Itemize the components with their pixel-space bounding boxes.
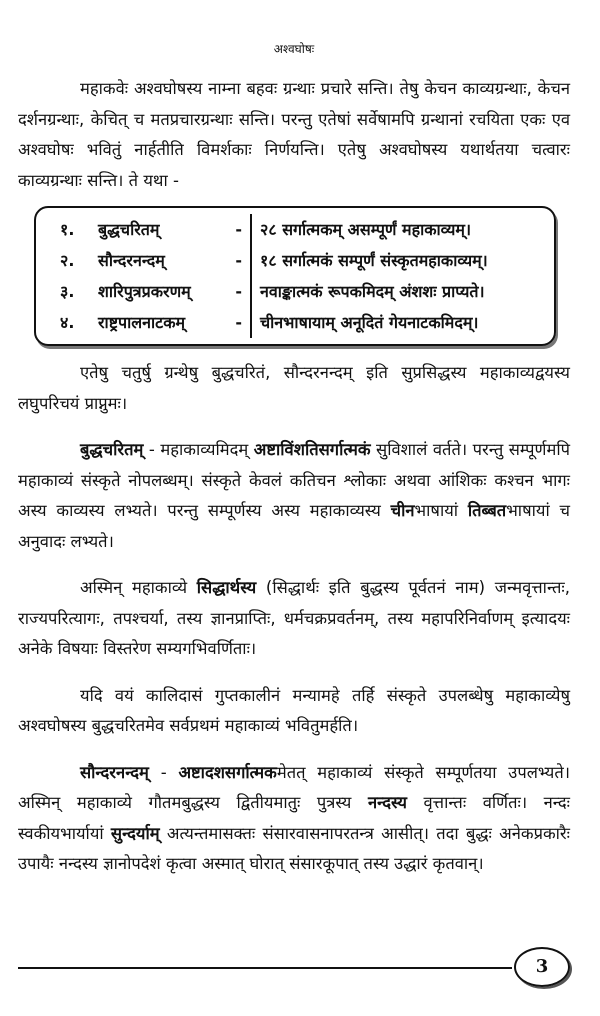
paragraph-text: भाषायां (414, 501, 468, 520)
work-number: ४. (60, 313, 75, 332)
work-row-4 (60, 307, 250, 338)
dash-separator: - (235, 251, 242, 270)
summary-paragraph: एतेषु चतुर्षु ग्रन्थेषु बुद्धचरितं, सौन्दरनन्दम् इति सुप्रसिद्धस्य महाकाव्यद्वयस्य लघुपरिचयं प्राप्नुमः। (18, 363, 570, 413)
buddhacharitam-paragraph (18, 435, 570, 557)
kalidasa-paragraph: यदि वयं कालिदासं गुप्तकालीनं मन्यामहे तर्हि संस्कृते उपलब्धेषु महाकाव्येषु अश्वघोषस्य बुद्धचरितमेव सर्वप्रथमं महाकाव्यं भवितुमर्हति। (18, 685, 570, 735)
works-title-column (36, 214, 252, 338)
saundarananda-heading: सौन्दरनन्दम् (80, 762, 149, 782)
paragraph-text: अत्यन्तमासक्तः संसारवासनापरतन्त्र आसीत्। तदा बुद्धः अनेकप्रकारैः उपायैः नन्दस्य ज्ञानोपदेशं कृत्वा अस्मात् घोरात् संसारकूपात् तस्य उद्धारं कृतवान्। (18, 823, 570, 873)
paragraph-text: सुविशालं वर्तते। परन्तु सम्पूर्णमपि महाकाव्यं संस्कृते नोपलब्धम्। संस्कृते केवलं कतिचन श्लोकाः अथवा आंशिकः कश्चन भागः अस्य काव्यस्य लभ्यते। परन्तु सम्पूर्णस्य अस्य महाकाव्यस्य (18, 440, 570, 520)
saundarananda-paragraph (18, 758, 570, 880)
emphasis-text: नन्दस्य (367, 793, 407, 812)
emphasis-text: सिद्धार्थस्य (196, 578, 257, 597)
emphasis-text: सुन्दर्याम् (110, 823, 160, 843)
emphasis-text: चीन (390, 501, 415, 520)
work-row-1 (60, 214, 250, 245)
dash-separator: - (235, 220, 242, 239)
page-footer (18, 945, 570, 985)
work-number: ३. (60, 282, 75, 301)
footer-rule (18, 967, 512, 969)
work-row-3 (60, 276, 250, 307)
running-header: अश्वघोषः (273, 42, 315, 56)
dash-separator: - (235, 282, 242, 301)
work-description: १८ सर्गात्मकं सम्पूर्णं संस्कृतमहाकाव्यम्। (260, 251, 488, 270)
paragraph-text: अस्मिन् महाकाव्ये (80, 578, 197, 597)
paragraph-text: भाषायां च अनुवादः लभ्यते। (18, 501, 571, 551)
work-number: १. (60, 220, 75, 239)
works-table (34, 206, 556, 346)
work-title: शारिपुत्रप्रकरणम् (98, 282, 191, 301)
paragraph-text: (सिद्धार्थः इति बुद्धस्य पूर्वतनं नाम) जन्मवृत्तान्तः, राज्यपरित्यागः, तपश्चर्या, तस्य ज्ञानप्राप्तिः, धर्मचक्रप्रवर्तनम्, तस्य महापरिनिर्वाणम् इत्यादयः अनेके विषयाः विस्तरेण सम्यगभिवर्णिताः। (18, 578, 571, 658)
work-number: २. (60, 251, 75, 270)
emphasis-text: अष्टाविंशतिसर्गात्मकं (253, 440, 371, 459)
buddhacharitam-heading: बुद्धचरितम् (80, 440, 144, 459)
paragraph-text: वृत्तान्तः वर्णितः। नन्दः स्वकीयभार्यायां (18, 793, 570, 843)
work-title: बुद्धचरितम् (98, 220, 160, 239)
emphasis-text: अष्टादशसर्गात्मक (178, 762, 277, 782)
paragraph-text: - महाकाव्यमिदम् (143, 440, 254, 459)
siddhartha-paragraph (18, 573, 570, 665)
work-description: २८ सर्गात्मकम् असम्पूर्णं महाकाव्यम्। (260, 220, 472, 239)
dash-separator: - (235, 313, 242, 332)
works-description-column (252, 214, 554, 338)
work-row-2 (60, 245, 250, 276)
emphasis-text: तिब्बत (467, 501, 507, 520)
paragraph-text: मेतत् महाकाव्यं संस्कृते सम्पूर्णतया उपलभ्यते। अस्मिन् महाकाव्ये गौतमबुद्धस्य द्वितीयमातुः पुत्रस्य (18, 762, 570, 812)
paragraph-text: - (148, 762, 179, 782)
work-title: राष्ट्रपालनाटकम् (98, 313, 186, 332)
intro-paragraph: महाकवेः अश्वघोषस्य नाम्ना बहवः ग्रन्थाः प्रचारे सन्ति। तेषु केचन काव्यग्रन्थाः, केचन दर्शनग्रन्थाः, केचित् च मतप्रचारग्रन्थाः सन्ति। परन्तु एतेषां सर्वेषामपि ग्रन्थानां रचयिता एकः एव अश्वघोषः भवितुं नार्हतीति विमर्शकाः निर्णयन्ति। एतेषु अश्वघोषस्य यथार्थतया चत्वारः काव्यग्रन्थाः सन्ति। ते यथा - (18, 79, 570, 190)
work-title: सौन्दरनन्दम् (98, 251, 165, 270)
page-number: 3 (514, 947, 570, 987)
work-description: नवाङ्कात्मकं रूपकमिदम् अंशशः प्राप्यते। (260, 282, 485, 301)
work-description: चीनभाषायाम् अनूदितं गेयनाटकमिदम्। (260, 313, 479, 332)
